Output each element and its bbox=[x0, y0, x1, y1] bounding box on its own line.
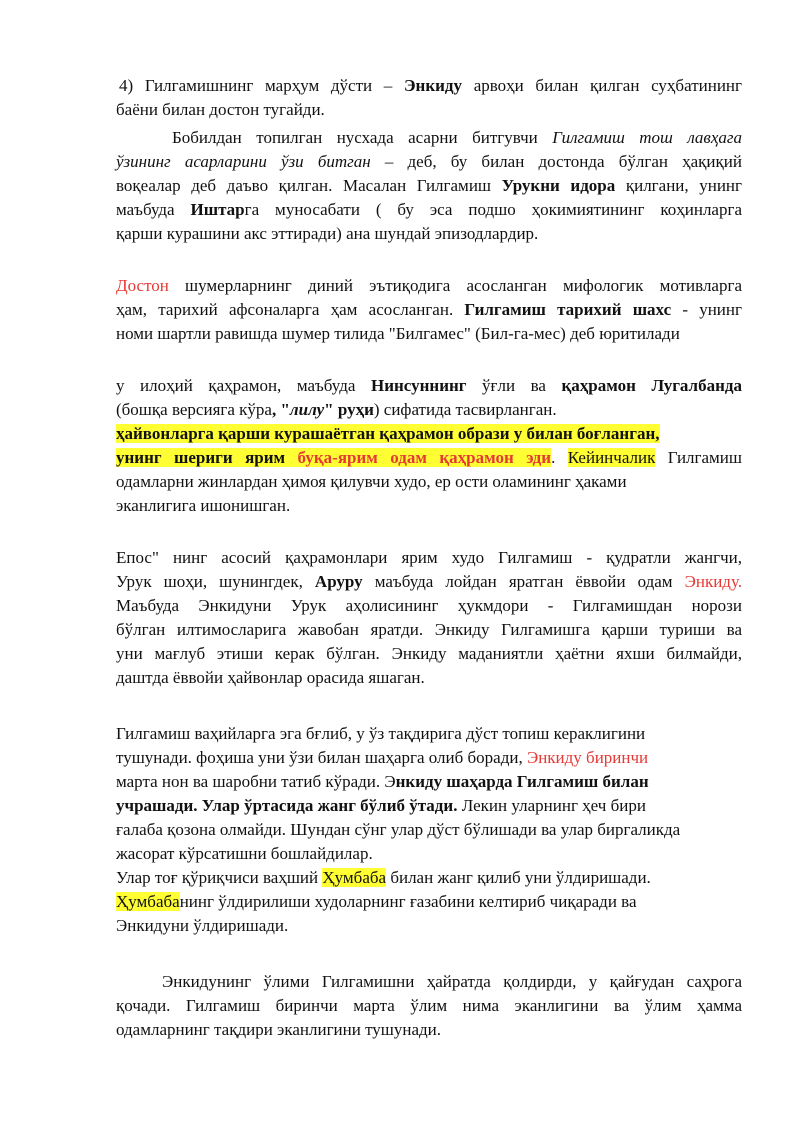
paragraph-1 bbox=[116, 74, 742, 122]
paragraph-3 bbox=[116, 274, 742, 346]
line: уни мағлуб этиши керак бўлган. Энкиду маданиятли ҳаётни яхши билмайди, bbox=[116, 644, 742, 663]
line: номи шартли равишда шумер тилида "Билгамес" (Бил-га-мес) деб юритилади bbox=[116, 324, 680, 343]
line: Епос" нинг асосий қаҳрамонлари ярим худо Гилгамиш - қудратли жангчи, bbox=[116, 548, 742, 567]
line: Энкидуни ўлдиришади. bbox=[116, 916, 289, 935]
line: бўлган илтимосларига жавобан яратди. Энкиду Гилгамишга қарши туриши ва bbox=[116, 620, 742, 639]
line: ҳайвонларга қарши курашаётган қаҳрамон образи у билан боғланган, bbox=[116, 424, 660, 443]
line: воқеалар деб даъво қилган. Масалан Гилгамиш Урукни идора қилгани, унинг bbox=[116, 176, 742, 195]
line: марта нон ва шаробни татиб кўради. Энкиду шаҳарда Гилгамиш билан bbox=[116, 772, 649, 791]
line: у илоҳий қаҳрамон, маъбуда Нинсуннинг ўғли ва қаҳрамон Лугалбанда bbox=[116, 376, 742, 395]
line: қочади. Гилгамиш биринчи марта ўлим нима эканлигини ва ўлим ҳамма bbox=[116, 996, 742, 1015]
line: ўзининг асарларини ўзи битган – деб, бу билан достонда бўлган ҳақиқий bbox=[116, 152, 742, 171]
line: одамларни жинлардан ҳимоя қилувчи худо, ер ости оламининг ҳаками bbox=[116, 472, 627, 491]
line: тушунади. фоҳиша уни ўзи билан шаҳарга олиб боради, Энкиду биринчи bbox=[116, 748, 649, 767]
line: Энкидунинг ўлими Гилгамишни ҳайратда қолдирди, у қайғудан саҳрога bbox=[162, 972, 742, 991]
paragraph-5 bbox=[116, 546, 742, 690]
line: одамларнинг тақдири эканлигини тушунади. bbox=[116, 1020, 442, 1039]
line: эканлигига ишонишган. bbox=[116, 496, 291, 515]
line: Гилгамиш ваҳийларга эга бғлиб, у ўз тақдирига дўст топиш кераклигини bbox=[116, 724, 646, 743]
name-enkidu: Энкиду bbox=[404, 76, 463, 95]
line: Урук шоҳи, шунингдек, Аруру маъбуда лойдан яратган ёввойи одам Энкиду. bbox=[116, 572, 742, 591]
line: жасорат кўрсатишни бошлайдилар. bbox=[116, 844, 373, 863]
line: ғалаба қозона олмайди. Шундан сўнг улар дўст бўлишади ва улар биргаликда bbox=[116, 820, 681, 839]
line: Маъбуда Энкидуни Урук аҳолисининг ҳукмдори - Гилгамишдан норози bbox=[116, 596, 742, 615]
line: даштда ёввойи ҳайвонлар орасида яшаган. bbox=[116, 668, 425, 687]
line: (бошқа версияга кўра, "лилу" руҳи) сифатида тасвирланган. bbox=[116, 400, 557, 419]
paragraph-2 bbox=[116, 126, 742, 246]
paragraph-4 bbox=[116, 374, 742, 518]
line: Улар тоғ қўриқчиси ваҳший Ҳумбаба билан жанг қилиб уни ўлдиришади. bbox=[116, 868, 651, 887]
line: унинг шериги ярим буқа-ярим одам қаҳрамон эди. Кейинчалик Гилгамиш bbox=[116, 448, 742, 467]
line: учрашади. Улар ўртасида жанг бўлиб ўтади. Лекин уларнинг ҳеч бири bbox=[116, 796, 646, 815]
paragraph-6 bbox=[116, 722, 742, 938]
line: баёни билан достон тугайди. bbox=[116, 100, 325, 119]
line: Бобилдан топилган нусхада асарни битгувчи Гилгамиш тош лавҳага bbox=[172, 128, 742, 147]
line: 4) Гилгамишнинг марҳум дўсти – Энкиду арвоҳи билан қилган суҳбатининг bbox=[119, 76, 742, 95]
line: қарши курашини акс эттиради) ана шундай эпизодлардир. bbox=[116, 224, 539, 243]
paragraph-7 bbox=[116, 970, 742, 1042]
line: ҳам, тарихий афсоналарга ҳам асосланган. Гилгамиш тарихий шахс - унинг bbox=[116, 300, 742, 319]
line: Достон шумерларнинг диний эътиқодига асосланган мифологик мотивларга bbox=[116, 276, 742, 295]
line: Ҳумбабанинг ўлдирилиши худоларнинг ғазабини келтириб чиқаради ва bbox=[116, 892, 637, 911]
line: маъбуда Иштарга муносабати ( бу эса подшо ҳокимиятининг коҳинларга bbox=[116, 200, 742, 219]
